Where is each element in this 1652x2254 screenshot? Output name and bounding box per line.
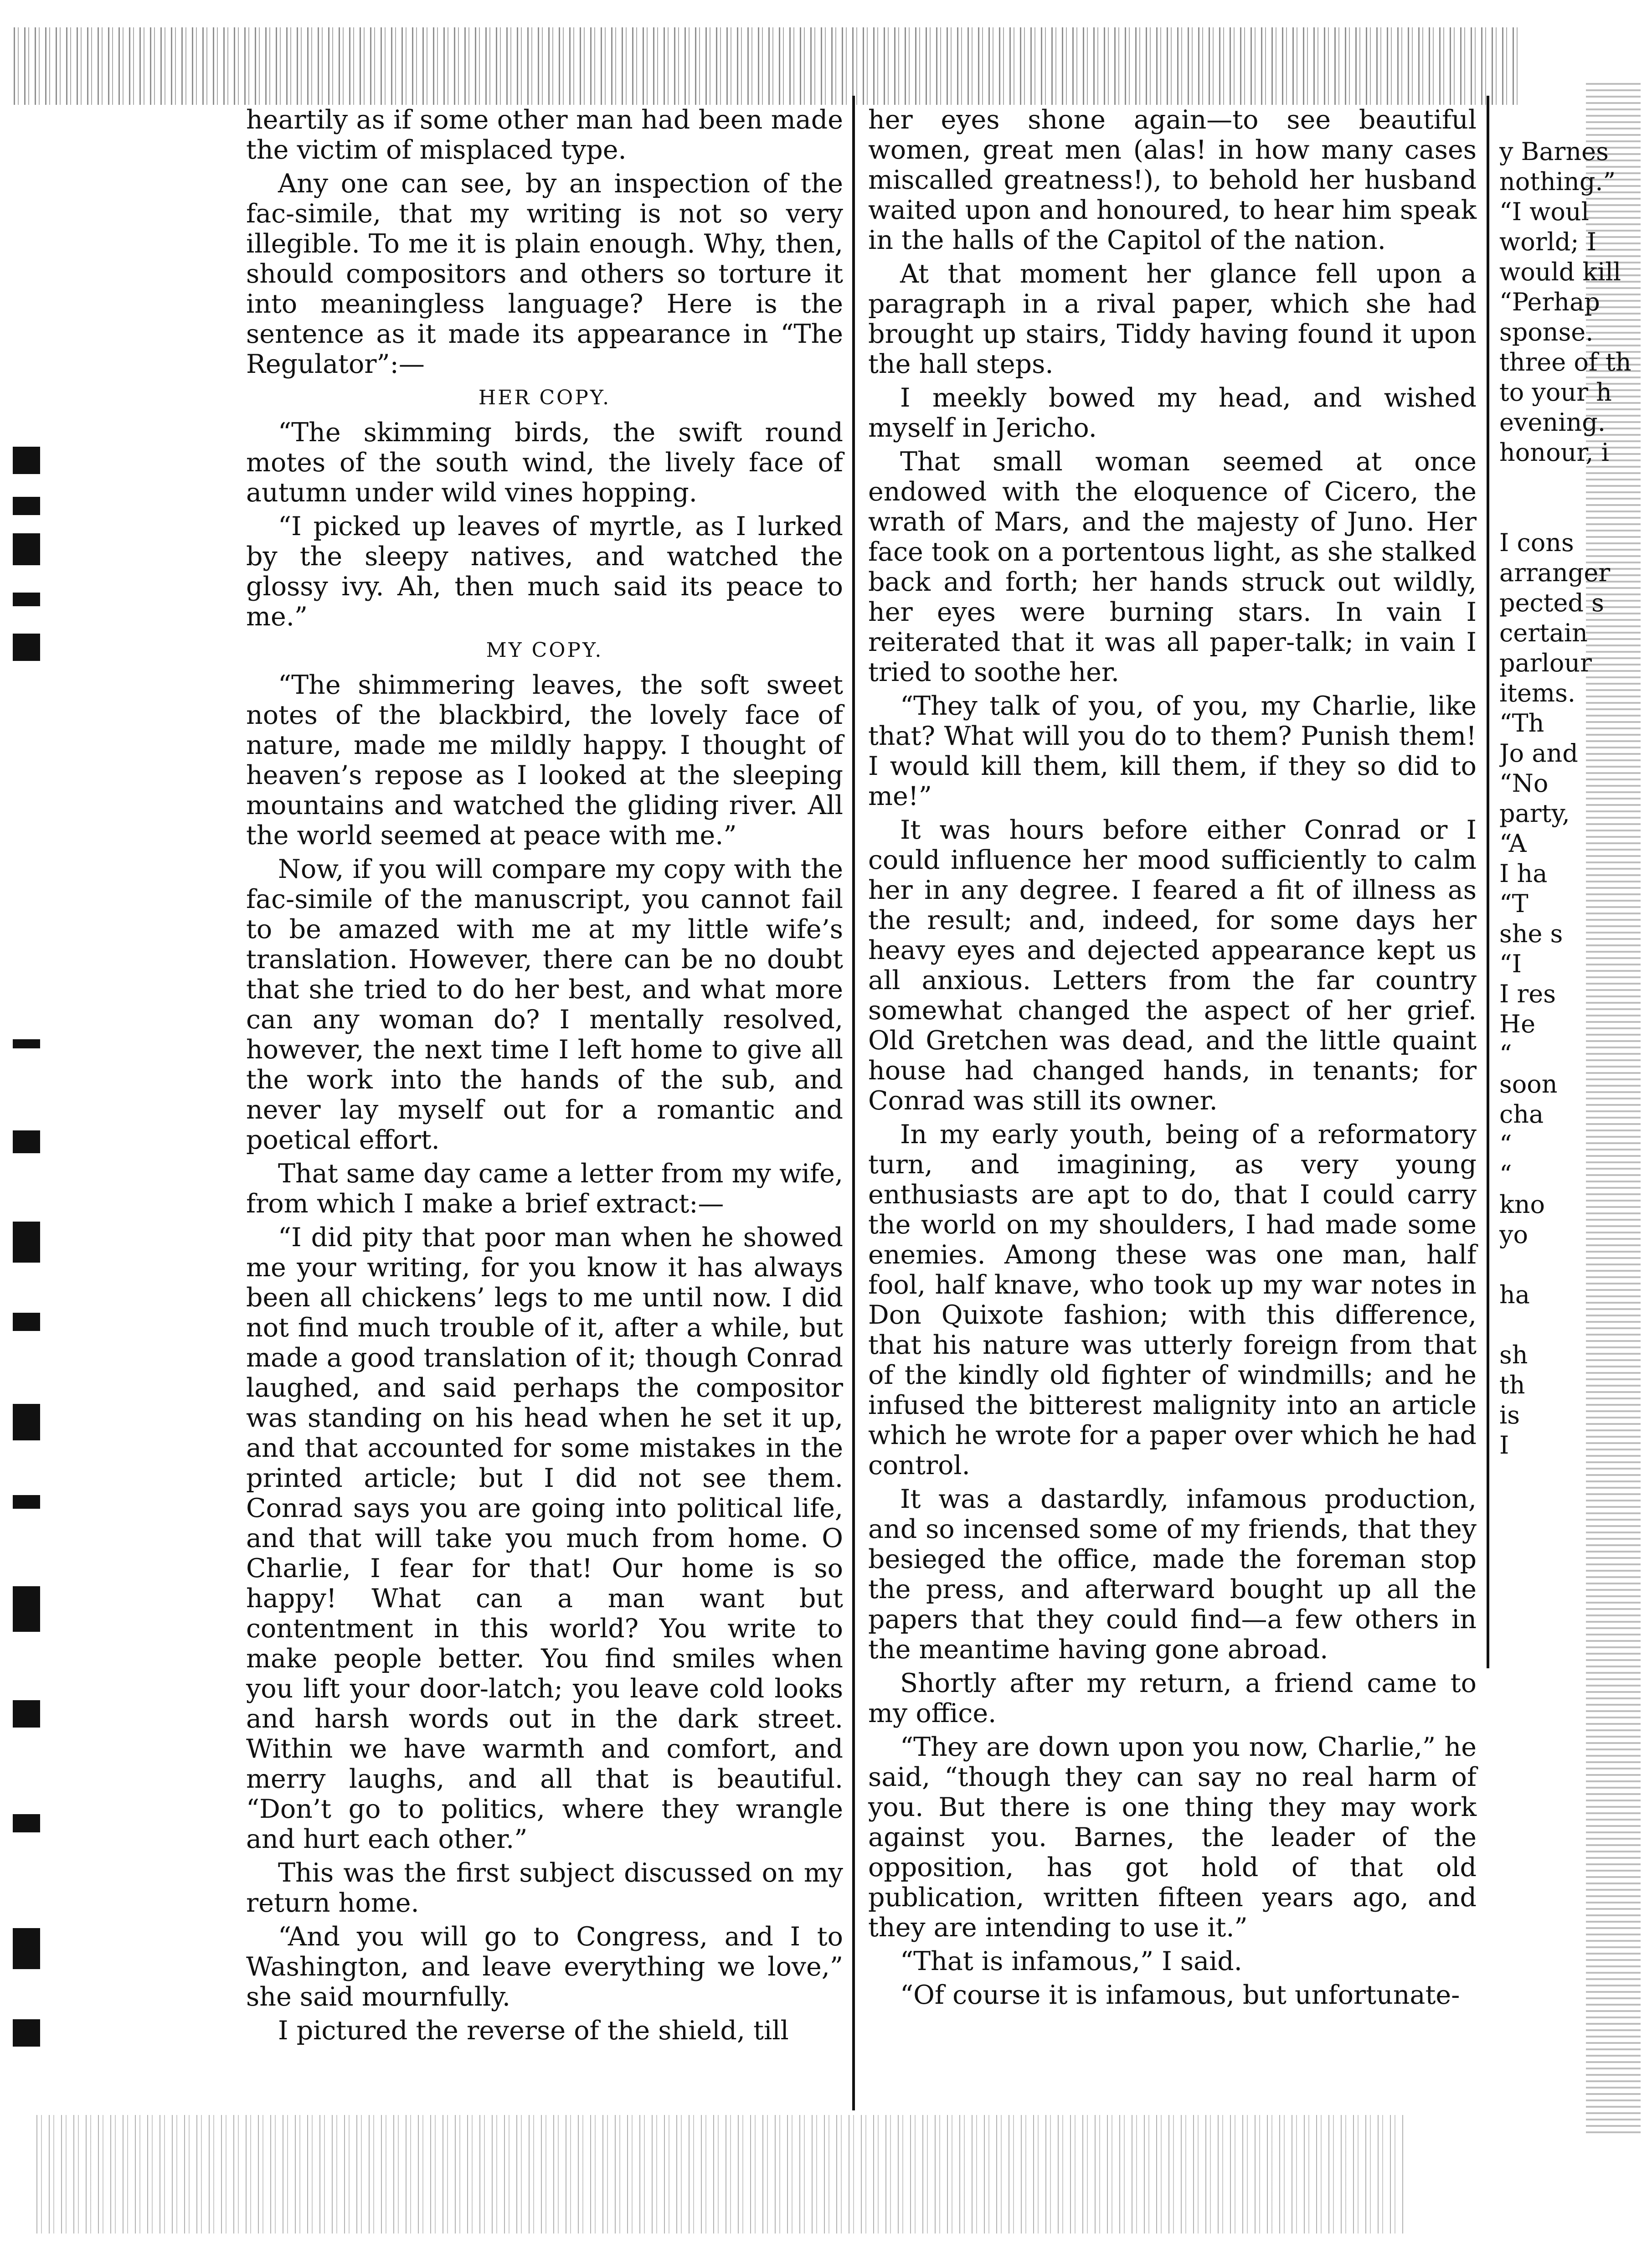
right-column-line: is — [1499, 1401, 1520, 1429]
right-column-line: I cons — [1499, 528, 1574, 557]
right-column-line — [1499, 1310, 1650, 1340]
paragraph: “They are down upon you now, Charlie,” he said, “though they can say no real harm of you. But there is one thing they may work against you. Barnes, the leader of the opposition, has got hold of that old publication, written fifteen years ago, and they are intending to use it.” — [868, 1732, 1477, 1943]
scan-noise-bottom — [36, 2115, 1404, 2233]
right-column-line: ha — [1499, 1280, 1530, 1309]
binding-marks — [13, 447, 45, 2088]
column-rule-2 — [1487, 96, 1489, 1668]
paragraph: heartily as if some other man had been made the victim of misplaced type. — [246, 105, 843, 165]
right-column-line: cha — [1499, 1100, 1544, 1129]
right-column-line: I — [1499, 1431, 1509, 1460]
section-heading-my-copy: MY COPY. — [486, 639, 603, 662]
right-column-line: to your h — [1499, 378, 1612, 407]
paragraph: “The skimming birds, the swift round motes of the south wind, the lively face of autumn under wild vines hopping. — [246, 418, 843, 508]
right-column-line: “I woul — [1499, 197, 1589, 226]
right-column-line: honour, i — [1499, 438, 1609, 467]
middle-column — [868, 105, 1477, 2014]
right-column-line: I ha — [1499, 859, 1548, 888]
paragraph: That same day came a letter from my wife, from which I make a brief extract:— — [246, 1159, 843, 1219]
right-column-line: “ — [1499, 1130, 1512, 1159]
paragraph: Any one can see, by an inspection of the fac-simile, that my writing is not so very illegible. To me it is plain enough. Why, then, should compositors and others so torture it into meaningless language? Here is the sentence as it made its appearance in “The Regulator”:— — [246, 169, 843, 379]
paragraph: In my early youth, being of a reformatory turn, and imagining, as very young enthusiasts are apt to do, that I could carry the world on my shoulders, I had made some enemies. Among these was one man, half fool, half knave, who took up my war notes in Don Quixote fashion; with this difference, that his nature was utterly foreign from that of the kindly old fighter of windmills; and he infused the bitterest malignity into an article which he wrote for a paper over which he had control. — [868, 1119, 1477, 1480]
right-column-line: would kill — [1499, 258, 1621, 286]
paragraph: I meekly bowed my head, and wished myself in Jericho. — [868, 383, 1477, 443]
right-column-line: sh — [1499, 1341, 1528, 1369]
right-column-line: I res — [1499, 980, 1556, 1008]
paragraph: her eyes shone again—to see beautiful women, great men (alas! in how many cases miscalled greatness!), to behold her husband waited upon and honoured, to hear him speak in the halls of the Capitol of the nation. — [868, 105, 1477, 255]
right-column-line: three of th — [1499, 348, 1631, 377]
right-column-line: “No — [1499, 769, 1549, 798]
right-column-line — [1499, 498, 1650, 528]
right-column-line: “ — [1499, 1160, 1512, 1189]
right-column-line: “T — [1499, 889, 1528, 918]
paragraph: “I picked up leaves of myrtle, as I lurked by the sleepy natives, and watched the glossy ivy. Ah, then much said its peace to me.” — [246, 511, 843, 632]
right-column-line: yo — [1499, 1220, 1528, 1249]
paragraph: It was hours before either Conrad or I could influence her mood sufficiently to calm her in any degree. I feared a fit of illness as the result; and, indeed, for some days her heavy eyes and dejected appearance kept us all anxious. Letters from the far country somewhat changed the aspect of her grief. Old Gretchen was dead, and the little quaint house had changed hands, in tenants; for Conrad was still its owner. — [868, 815, 1477, 1116]
section-heading-her-copy: HER COPY. — [478, 386, 611, 409]
right-column-line: party, — [1499, 799, 1570, 828]
paragraph: “The shimmering leaves, the soft sweet notes of the blackbird, the lovely face of nature, made me mildly happy. I thought of heaven’s repose as I looked at the sleeping mountains and watched the gliding river. All the world seemed at peace with me.” — [246, 670, 843, 851]
right-column-line: she s — [1499, 919, 1563, 948]
right-column-line: evening. — [1499, 408, 1606, 437]
right-column-line: items. — [1499, 679, 1576, 707]
right-column-line: He — [1499, 1010, 1536, 1038]
right-column-line — [1499, 1250, 1650, 1280]
paragraph: Now, if you will compare my copy with the fac-simile of the manuscript, you cannot fail to be amazed with me at my little wife’s translation. However, there can be no doubt that she tried to do her best, and what more can any woman do? I mentally resolved, however, the next time I left home to give all the work into the hands of the sub, and never lay myself out for a romantic and poetical effort. — [246, 854, 843, 1155]
right-column-line: arranger — [1499, 558, 1611, 587]
paragraph: I pictured the reverse of the shield, till — [278, 2016, 789, 2046]
right-column-line: “Th — [1499, 709, 1544, 738]
right-column-line: y Barnes — [1499, 137, 1609, 166]
right-column-line: th — [1499, 1371, 1525, 1399]
left-column — [246, 105, 843, 2049]
right-column-line: nothing.” — [1499, 167, 1616, 196]
right-column-line: “I — [1499, 949, 1522, 978]
paragraph: “I did pity that poor man when he showed me your writing, for you know it has always been all chickens’ legs to me until now. I did not find much trouble of it, after a while, but made a good translation of it; though Conrad laughed, and said perhaps the compositor was standing on his head when he set it up, and that accounted for some mistakes in the printed article; but I did not see them. Conrad says you are going into political life, and that will take you much from home. O Charlie, I fear for that! Our home is so happy! What can a man want but contentment in this world? You write to make people better. You find smiles when you lift your door-latch; you leave cold looks and harsh words out in the dark street. Within we have warmth and comfort, and merry laughs, and all that is beautiful. “Don’t go to politics, where they wrangle and hurt each other.” — [246, 1222, 843, 1854]
paragraph: “And you will go to Congress, and I to Washington, and leave everything we love,” she said mournfully. — [246, 1922, 843, 2012]
column-rule-1 — [852, 96, 855, 2110]
scan-noise-top — [14, 27, 1518, 105]
paragraph: “They talk of you, of you, my Charlie, like that? What will you do to them? Punish them! I would kill them, kill them, if they so did to me!” — [868, 691, 1477, 811]
paragraph: It was a dastardly, infamous production, and so incensed some of my friends, that they besieged the office, made the foreman stop the press, and afterward bought up all the papers that they could find—a few others in the meantime having gone abroad. — [868, 1484, 1477, 1665]
right-column-line: kno — [1499, 1190, 1545, 1219]
paragraph: That small woman seemed at once endowed with the eloquence of Cicero, the wrath of Mars, and the majesty of Juno. Her face took on a portentous light, as she stalked back and forth; her hands struck out wildly, her eyes were burning stars. In vain I reiterated that it was all paper-talk; in vain I tried to soothe her. — [868, 447, 1477, 687]
right-column-line: Jo and — [1499, 739, 1578, 768]
right-column-line: “Perhap — [1499, 288, 1600, 316]
right-column-fragments — [1499, 137, 1650, 1460]
right-column-line: “A — [1499, 829, 1527, 858]
right-column-line — [1499, 468, 1650, 498]
paragraph: This was the first subject discussed on my return home. — [246, 1858, 843, 1918]
paragraph: Shortly after my return, a friend came to my office. — [868, 1668, 1477, 1728]
right-column-line: soon — [1499, 1070, 1558, 1099]
right-column-line: “ — [1499, 1040, 1512, 1068]
paragraph: At that moment her glance fell upon a paragraph in a rival paper, which she had brought up stairs, Tiddy having found it upon the hall steps. — [868, 259, 1477, 379]
right-column-line: pected s — [1499, 588, 1604, 617]
paragraph: “Of course it is infamous, but unfortunate- — [900, 1980, 1460, 2010]
paragraph: “That is infamous,” I said. — [900, 1946, 1242, 1976]
right-column-line: certain — [1499, 619, 1588, 647]
right-column-line: world; I — [1499, 227, 1597, 256]
right-column-line: sponse. — [1499, 318, 1594, 346]
right-column-line: parlour — [1499, 649, 1592, 677]
